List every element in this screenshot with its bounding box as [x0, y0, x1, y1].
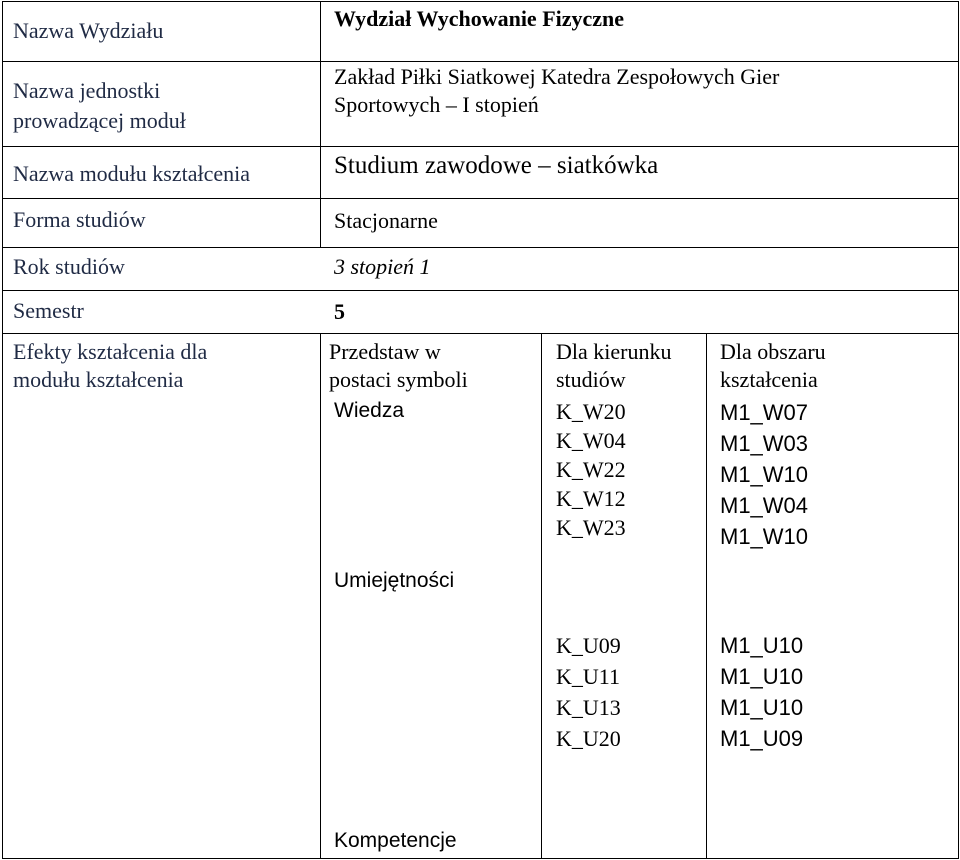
column-divider: [706, 333, 707, 859]
unit-label-line1: Nazwa jednostki: [13, 78, 161, 103]
category-competences: Kompetencje: [334, 829, 457, 852]
code-item: M1_W07: [720, 400, 809, 425]
table-border-top: [2, 1, 958, 2]
code-item: M1_U10: [720, 633, 804, 658]
year-label: Rok studiów: [13, 254, 125, 279]
code-item: K_W04: [556, 428, 626, 453]
faculty-label: Nazwa Wydziału: [13, 18, 164, 43]
row-divider: [2, 61, 958, 62]
faculty-value: Wydział Wychowanie Fizyczne: [334, 6, 625, 31]
code-item: M1_W10: [720, 524, 809, 549]
symbols-header-line1: Przedstaw w: [329, 339, 441, 364]
code-item: K_W20: [556, 399, 626, 424]
symbols-header-line2: postaci symboli: [329, 367, 468, 392]
unit-value-line1: Zakład Piłki Siatkowej Katedra Zespołowych Gier: [334, 64, 780, 89]
semester-label: Semestr: [13, 298, 84, 323]
column-divider: [320, 333, 321, 859]
year-value: 3 stopień 1: [334, 254, 431, 279]
knowledge-area-codes: [720, 397, 808, 552]
effects-label-line1: Efekty kształcenia dla: [13, 339, 208, 364]
code-item: M1_U09: [720, 726, 804, 751]
area-header-line1: Dla obszaru: [720, 339, 826, 364]
code-item: K_W22: [556, 457, 626, 482]
column-divider: [320, 1, 321, 247]
knowledge-field-codes: [556, 397, 626, 542]
area-header-line2: kształcenia: [720, 367, 818, 392]
table-border-left: [2, 1, 3, 859]
unit-label-line2: prowadzącej moduł: [13, 108, 186, 133]
code-item: M1_W04: [720, 493, 809, 518]
field-header-line1: Dla kierunku: [556, 339, 672, 364]
skills-area-codes: [720, 630, 803, 754]
field-header-line2: studiów: [556, 367, 626, 392]
row-divider: [2, 333, 958, 334]
form-label: Forma studiów: [13, 207, 146, 232]
code-item: K_U09: [556, 633, 621, 658]
column-divider: [541, 333, 542, 859]
category-knowledge: Wiedza: [334, 399, 405, 422]
row-divider: [2, 146, 958, 147]
unit-value-line2: Sportowych – I stopień: [334, 92, 539, 117]
semester-value: 5: [334, 299, 345, 324]
code-item: K_W23: [556, 515, 626, 540]
skills-field-codes: [556, 630, 621, 754]
code-item: K_U11: [556, 664, 620, 689]
code-item: K_U13: [556, 695, 621, 720]
module-value: Studium zawodowe – siatkówka: [334, 152, 659, 179]
row-divider: [2, 290, 958, 291]
row-divider: [2, 198, 958, 199]
code-item: M1_U10: [720, 695, 804, 720]
category-skills: Umiejętności: [334, 569, 455, 592]
code-item: M1_W03: [720, 431, 809, 456]
code-item: M1_U10: [720, 664, 804, 689]
table-border-bottom: [2, 858, 958, 859]
form-value: Stacjonarne: [334, 208, 438, 233]
code-item: K_U20: [556, 726, 621, 751]
module-label: Nazwa modułu kształcenia: [13, 161, 251, 186]
code-item: K_W12: [556, 486, 626, 511]
code-item: M1_W10: [720, 462, 809, 487]
row-divider: [2, 247, 958, 248]
table-border-right: [958, 1, 959, 859]
effects-label-line2: modułu kształcenia: [13, 367, 184, 392]
